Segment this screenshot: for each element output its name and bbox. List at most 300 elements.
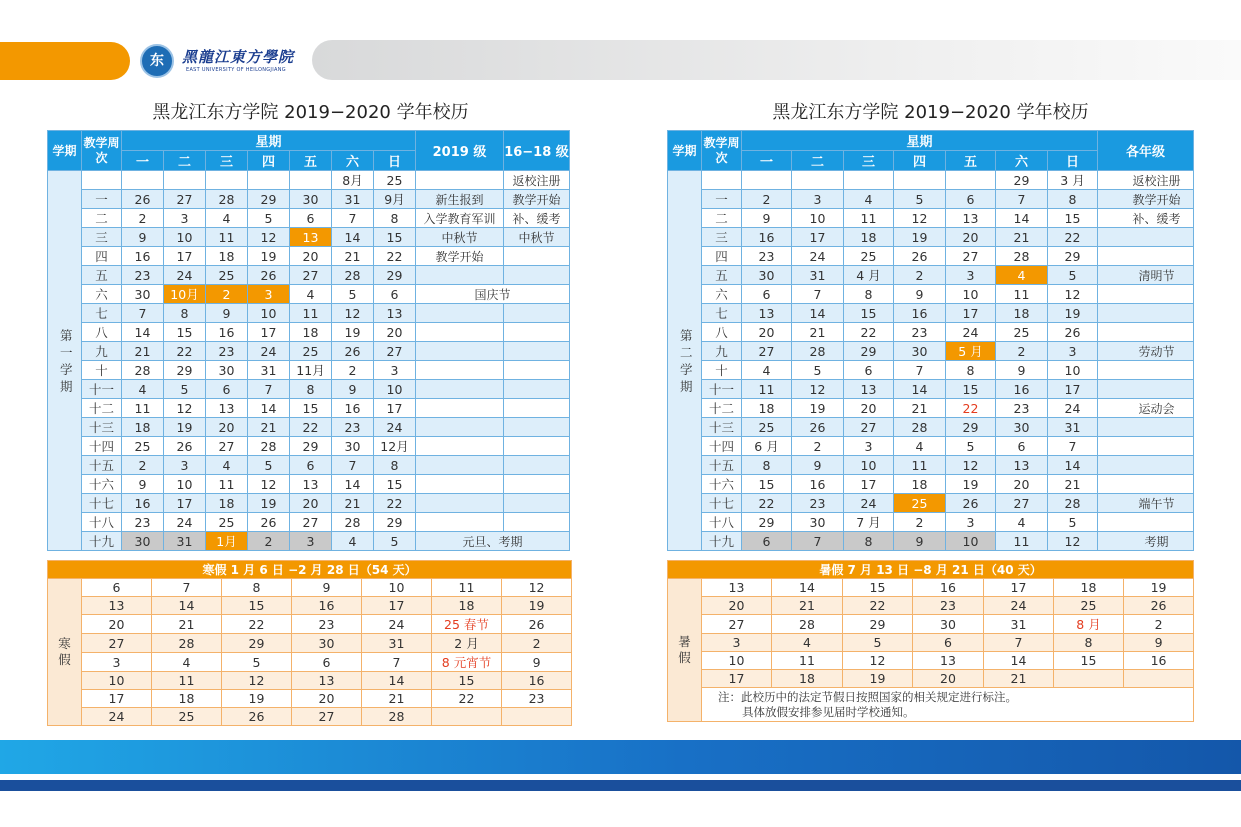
date-cell: 11	[996, 532, 1048, 551]
event-cell	[416, 361, 504, 380]
week-number: 十七	[702, 494, 742, 513]
vacation-row	[48, 597, 572, 615]
date-cell: 16	[894, 304, 946, 323]
date-cell: 23	[122, 513, 164, 532]
week-row	[48, 247, 570, 266]
week-row	[48, 323, 570, 342]
event-cell	[416, 494, 504, 513]
week-row	[48, 361, 570, 380]
date-cell: 3	[164, 456, 206, 475]
vacation-date: 31	[984, 615, 1054, 634]
week-row	[668, 437, 1194, 456]
date-cell: 25	[122, 437, 164, 456]
date-cell: 27	[290, 266, 332, 285]
event-cell	[1098, 361, 1194, 380]
date-cell: 6	[290, 456, 332, 475]
date-cell: 18	[290, 323, 332, 342]
date-cell: 18	[894, 475, 946, 494]
date-cell: 21	[996, 228, 1048, 247]
vacation-date: 20	[292, 690, 362, 708]
event-cell	[416, 380, 504, 399]
date-cell	[290, 171, 332, 190]
week-number: 十一	[702, 380, 742, 399]
date-cell: 6	[742, 532, 792, 551]
date-cell: 6	[374, 285, 416, 304]
date-cell: 3 月	[1048, 171, 1098, 190]
date-cell: 11	[996, 285, 1048, 304]
vacation-date: 30	[292, 634, 362, 653]
date-cell	[894, 171, 946, 190]
date-cell: 22	[1048, 228, 1098, 247]
week-row	[668, 266, 1194, 285]
vacation-row	[48, 672, 572, 690]
date-cell: 25	[206, 513, 248, 532]
week-number: 八	[82, 323, 122, 342]
event-cell	[416, 266, 504, 285]
vacation-date: 4	[152, 653, 222, 672]
date-cell: 7	[332, 456, 374, 475]
date-cell: 21	[792, 323, 844, 342]
date-cell: 10月	[164, 285, 206, 304]
date-cell: 8	[374, 456, 416, 475]
event-cell: 返校注册	[1098, 171, 1194, 190]
vacation-date: 9	[502, 653, 572, 672]
week-number: 八	[702, 323, 742, 342]
vacation-date: 5	[843, 634, 913, 652]
event-cell	[416, 437, 504, 456]
date-cell: 5	[248, 456, 290, 475]
date-cell: 26	[332, 342, 374, 361]
date-cell: 7	[248, 380, 290, 399]
event-cell: 新生报到	[416, 190, 504, 209]
week-number: 十三	[82, 418, 122, 437]
vacation-title-row	[48, 561, 572, 579]
date-cell: 3	[946, 513, 996, 532]
event-cell: 补、缓考	[504, 209, 570, 228]
week-row	[48, 532, 570, 551]
date-cell: 7	[1048, 437, 1098, 456]
header-gray-bar	[312, 40, 1241, 80]
week-row	[48, 380, 570, 399]
week-number: 十五	[82, 456, 122, 475]
date-cell: 11	[290, 304, 332, 323]
date-cell: 29	[1048, 247, 1098, 266]
weekday-header: 星期	[122, 131, 416, 151]
date-cell: 6	[996, 437, 1048, 456]
week-row	[48, 190, 570, 209]
event-cell	[504, 418, 570, 437]
vacation-date: 22	[843, 597, 913, 615]
term-header: 学期	[668, 131, 702, 171]
event-cell	[1098, 418, 1194, 437]
week-number: 十九	[702, 532, 742, 551]
date-cell: 19	[792, 399, 844, 418]
vacation-label: 寒假	[48, 579, 82, 726]
date-cell: 10	[374, 380, 416, 399]
event-cell	[416, 456, 504, 475]
term-header: 学期	[48, 131, 82, 171]
date-cell: 10	[248, 304, 290, 323]
date-cell: 31	[1048, 418, 1098, 437]
date-cell: 21	[122, 342, 164, 361]
date-cell: 6 月	[742, 437, 792, 456]
week-row	[48, 228, 570, 247]
event-cell	[1098, 247, 1194, 266]
date-cell: 29	[164, 361, 206, 380]
event-cell	[504, 380, 570, 399]
vacation-date: 3	[82, 653, 152, 672]
vacation-date: 10	[362, 579, 432, 597]
date-cell: 26	[894, 247, 946, 266]
vacation-date	[1054, 670, 1124, 688]
header-orange-bar	[0, 42, 130, 80]
date-cell: 24	[164, 266, 206, 285]
date-cell: 24	[374, 418, 416, 437]
event-cell	[1098, 323, 1194, 342]
event-cell: 入学教育军训	[416, 209, 504, 228]
week-number: 十一	[82, 380, 122, 399]
date-cell: 17	[374, 399, 416, 418]
vacation-date: 29	[843, 615, 913, 634]
date-cell: 6	[946, 190, 996, 209]
date-cell: 29	[996, 171, 1048, 190]
date-cell: 26	[122, 190, 164, 209]
vacation-date: 23	[913, 597, 984, 615]
date-cell: 19	[1048, 304, 1098, 323]
vacation-date: 15	[843, 579, 913, 597]
week-row	[48, 456, 570, 475]
event-cell: 端午节	[1098, 494, 1194, 513]
date-cell: 16	[122, 247, 164, 266]
event-cell: 元旦、考期	[416, 532, 570, 551]
date-cell: 2	[792, 437, 844, 456]
date-cell: 27	[374, 342, 416, 361]
vacation-date: 15	[222, 597, 292, 615]
event-cell: 教学开始	[1098, 190, 1194, 209]
event-cell: 运动会	[1098, 399, 1194, 418]
date-cell: 14	[332, 228, 374, 247]
logo-english-name: EAST UNIVERSITY OF HEILONGJIANG	[186, 67, 286, 73]
date-cell: 9	[206, 304, 248, 323]
week-number: 七	[82, 304, 122, 323]
date-cell: 28	[332, 266, 374, 285]
vacation-date: 16	[292, 597, 362, 615]
date-cell: 21	[1048, 475, 1098, 494]
date-cell: 15	[1048, 209, 1098, 228]
date-cell: 25	[894, 494, 946, 513]
date-cell: 7 月	[844, 513, 894, 532]
date-cell: 16	[332, 399, 374, 418]
week-number: 三	[82, 228, 122, 247]
week-number: 十二	[82, 399, 122, 418]
vacation-date: 20	[702, 597, 772, 615]
date-cell: 16	[742, 228, 792, 247]
date-cell: 16	[792, 475, 844, 494]
vacation-date: 14	[152, 597, 222, 615]
column-header-2: 16−18 级	[504, 131, 570, 171]
date-cell: 22	[844, 323, 894, 342]
vacation-date: 28	[772, 615, 843, 634]
date-cell: 23	[206, 342, 248, 361]
week-row	[48, 513, 570, 532]
vacation-date: 24	[82, 708, 152, 726]
date-cell: 28	[1048, 494, 1098, 513]
date-cell: 13	[290, 475, 332, 494]
event-cell	[1098, 437, 1194, 456]
date-cell: 9	[742, 209, 792, 228]
term-label: 第二学期	[668, 171, 702, 551]
date-cell: 24	[1048, 399, 1098, 418]
vacation-date: 6	[913, 634, 984, 652]
date-cell: 11	[206, 228, 248, 247]
date-cell: 27	[996, 494, 1048, 513]
vacation-date: 10	[82, 672, 152, 690]
date-cell: 3	[946, 266, 996, 285]
date-cell: 22	[374, 494, 416, 513]
vacation-title: 暑假 7 月 13 日 −8 月 21 日（40 天）	[668, 561, 1194, 579]
date-cell: 10	[164, 228, 206, 247]
vacation-date: 31	[362, 634, 432, 653]
event-cell: 补、缓考	[1098, 209, 1194, 228]
date-cell: 18	[206, 247, 248, 266]
week-number: 一	[702, 190, 742, 209]
date-cell: 29	[742, 513, 792, 532]
date-cell: 7	[894, 361, 946, 380]
date-cell: 9月	[374, 190, 416, 209]
date-cell: 24	[164, 513, 206, 532]
vacation-date: 19	[222, 690, 292, 708]
date-cell: 3	[844, 437, 894, 456]
week-row	[668, 494, 1194, 513]
week-number: 二	[702, 209, 742, 228]
date-cell: 24	[946, 323, 996, 342]
vacation-date: 17	[702, 670, 772, 688]
event-cell	[504, 475, 570, 494]
week-number: 二	[82, 209, 122, 228]
date-cell	[164, 171, 206, 190]
date-cell: 30	[792, 513, 844, 532]
date-cell: 2	[742, 190, 792, 209]
date-cell: 31	[248, 361, 290, 380]
date-cell: 9	[792, 456, 844, 475]
weekday-label: 四	[248, 151, 290, 171]
week-row	[668, 475, 1194, 494]
vacation-date: 16	[913, 579, 984, 597]
left-calendar	[47, 130, 570, 551]
week-row	[668, 361, 1194, 380]
date-cell: 29	[374, 266, 416, 285]
week-number: 五	[702, 266, 742, 285]
right-title: 黑龙江东方学院 2019−2020 学年校历	[772, 102, 1089, 123]
vacation-row	[48, 690, 572, 708]
event-cell	[1098, 285, 1194, 304]
week-row	[48, 494, 570, 513]
vacation-date: 8 月	[1054, 615, 1124, 634]
date-cell: 3	[792, 190, 844, 209]
date-cell: 20	[206, 418, 248, 437]
date-cell: 27	[946, 247, 996, 266]
vacation-date: 28	[152, 634, 222, 653]
date-cell: 27	[164, 190, 206, 209]
date-cell: 30	[206, 361, 248, 380]
week-number: 十三	[702, 418, 742, 437]
date-cell: 23	[996, 399, 1048, 418]
week-number	[82, 171, 122, 190]
date-cell: 10	[164, 475, 206, 494]
vacation-date: 12	[843, 652, 913, 670]
week-number: 九	[702, 342, 742, 361]
date-cell: 12	[792, 380, 844, 399]
week-number: 十八	[82, 513, 122, 532]
date-cell: 29	[374, 513, 416, 532]
event-cell	[504, 456, 570, 475]
week-number: 十九	[82, 532, 122, 551]
vacation-date: 20	[913, 670, 984, 688]
date-cell: 18	[742, 399, 792, 418]
date-cell: 8月	[332, 171, 374, 190]
date-cell: 29	[844, 342, 894, 361]
vacation-row	[48, 615, 572, 634]
vacation-date: 2 月	[432, 634, 502, 653]
date-cell: 4	[332, 532, 374, 551]
date-cell: 17	[792, 228, 844, 247]
weekday-label: 三	[844, 151, 894, 171]
date-cell: 28	[792, 342, 844, 361]
vacation-date: 9	[292, 579, 362, 597]
logo-name: 黑龍江東方學院	[182, 48, 295, 66]
date-cell	[844, 171, 894, 190]
date-cell: 2	[206, 285, 248, 304]
week-row	[48, 437, 570, 456]
vacation-date: 25	[152, 708, 222, 726]
event-cell	[504, 513, 570, 532]
event-cell	[504, 494, 570, 513]
date-cell: 15	[374, 475, 416, 494]
date-cell: 17	[164, 247, 206, 266]
vacation-date: 21	[152, 615, 222, 634]
week-number: 十	[702, 361, 742, 380]
event-cell	[416, 171, 504, 190]
week-row	[48, 209, 570, 228]
date-cell: 2	[122, 456, 164, 475]
date-cell: 15	[946, 380, 996, 399]
week-row	[668, 171, 1194, 190]
date-cell: 12	[164, 399, 206, 418]
week-number: 十六	[702, 475, 742, 494]
week-row	[668, 399, 1194, 418]
first-term-table	[47, 130, 570, 551]
date-cell: 23	[332, 418, 374, 437]
date-cell: 20	[742, 323, 792, 342]
date-cell: 12	[1048, 532, 1098, 551]
vacation-date: 26	[222, 708, 292, 726]
date-cell: 24	[248, 342, 290, 361]
date-cell: 5	[374, 532, 416, 551]
second-term-table	[667, 130, 1194, 551]
vacation-date: 18	[152, 690, 222, 708]
week-row	[48, 304, 570, 323]
week-row	[48, 475, 570, 494]
vacation-date: 5	[222, 653, 292, 672]
vacation-date: 21	[984, 670, 1054, 688]
date-cell: 18	[206, 494, 248, 513]
date-cell: 8	[1048, 190, 1098, 209]
week-row	[668, 532, 1194, 551]
week-number: 六	[702, 285, 742, 304]
week-row	[668, 513, 1194, 532]
date-cell: 8	[164, 304, 206, 323]
date-cell: 6	[742, 285, 792, 304]
week-row	[668, 285, 1194, 304]
vacation-date: 30	[913, 615, 984, 634]
date-cell: 27	[742, 342, 792, 361]
date-cell	[946, 171, 996, 190]
weekday-label: 二	[792, 151, 844, 171]
vacation-date: 25	[1054, 597, 1124, 615]
week-row	[668, 304, 1194, 323]
date-cell: 2	[248, 532, 290, 551]
event-cell	[504, 361, 570, 380]
event-cell	[416, 399, 504, 418]
vacation-date: 19	[843, 670, 913, 688]
date-cell: 10	[792, 209, 844, 228]
date-cell: 13	[742, 304, 792, 323]
date-cell: 27	[290, 513, 332, 532]
date-cell: 8	[946, 361, 996, 380]
week-row	[48, 399, 570, 418]
vacation-date: 14	[772, 579, 843, 597]
vacation-date: 26	[1124, 597, 1194, 615]
date-cell: 9	[122, 475, 164, 494]
footer-band-dark	[0, 780, 1241, 791]
vacation-row	[48, 579, 572, 597]
vacation-date: 17	[82, 690, 152, 708]
date-cell: 21	[894, 399, 946, 418]
vacation-date: 19	[502, 597, 572, 615]
date-cell: 5	[332, 285, 374, 304]
vacation-date: 16	[502, 672, 572, 690]
date-cell: 13	[946, 209, 996, 228]
note-line-1: 注：此校历中的法定节假日按照国家的相关规定进行标注。	[718, 689, 1017, 704]
vacation-date: 8	[1054, 634, 1124, 652]
event-cell: 中秋节	[416, 228, 504, 247]
vacation-date: 6	[292, 653, 362, 672]
weekday-label: 五	[290, 151, 332, 171]
event-cell	[504, 266, 570, 285]
vacation-date: 19	[1124, 579, 1194, 597]
week-number: 十	[82, 361, 122, 380]
weekday-label: 六	[996, 151, 1048, 171]
week-number: 四	[82, 247, 122, 266]
vacation-title: 寒假 1 月 6 日 −2 月 28 日（54 天）	[48, 561, 572, 579]
vacation-date: 14	[362, 672, 432, 690]
date-cell: 27	[206, 437, 248, 456]
date-cell: 22	[374, 247, 416, 266]
date-cell: 3	[374, 361, 416, 380]
week-number: 十六	[82, 475, 122, 494]
vacation-row	[668, 670, 1194, 688]
footer-band	[0, 740, 1241, 774]
date-cell: 9	[332, 380, 374, 399]
week-row	[668, 456, 1194, 475]
date-cell: 12	[248, 228, 290, 247]
event-cell	[416, 304, 504, 323]
date-cell: 5	[946, 437, 996, 456]
vacation-date: 11	[152, 672, 222, 690]
week-number: 五	[82, 266, 122, 285]
vacation-date: 13	[82, 597, 152, 615]
week-number: 六	[82, 285, 122, 304]
